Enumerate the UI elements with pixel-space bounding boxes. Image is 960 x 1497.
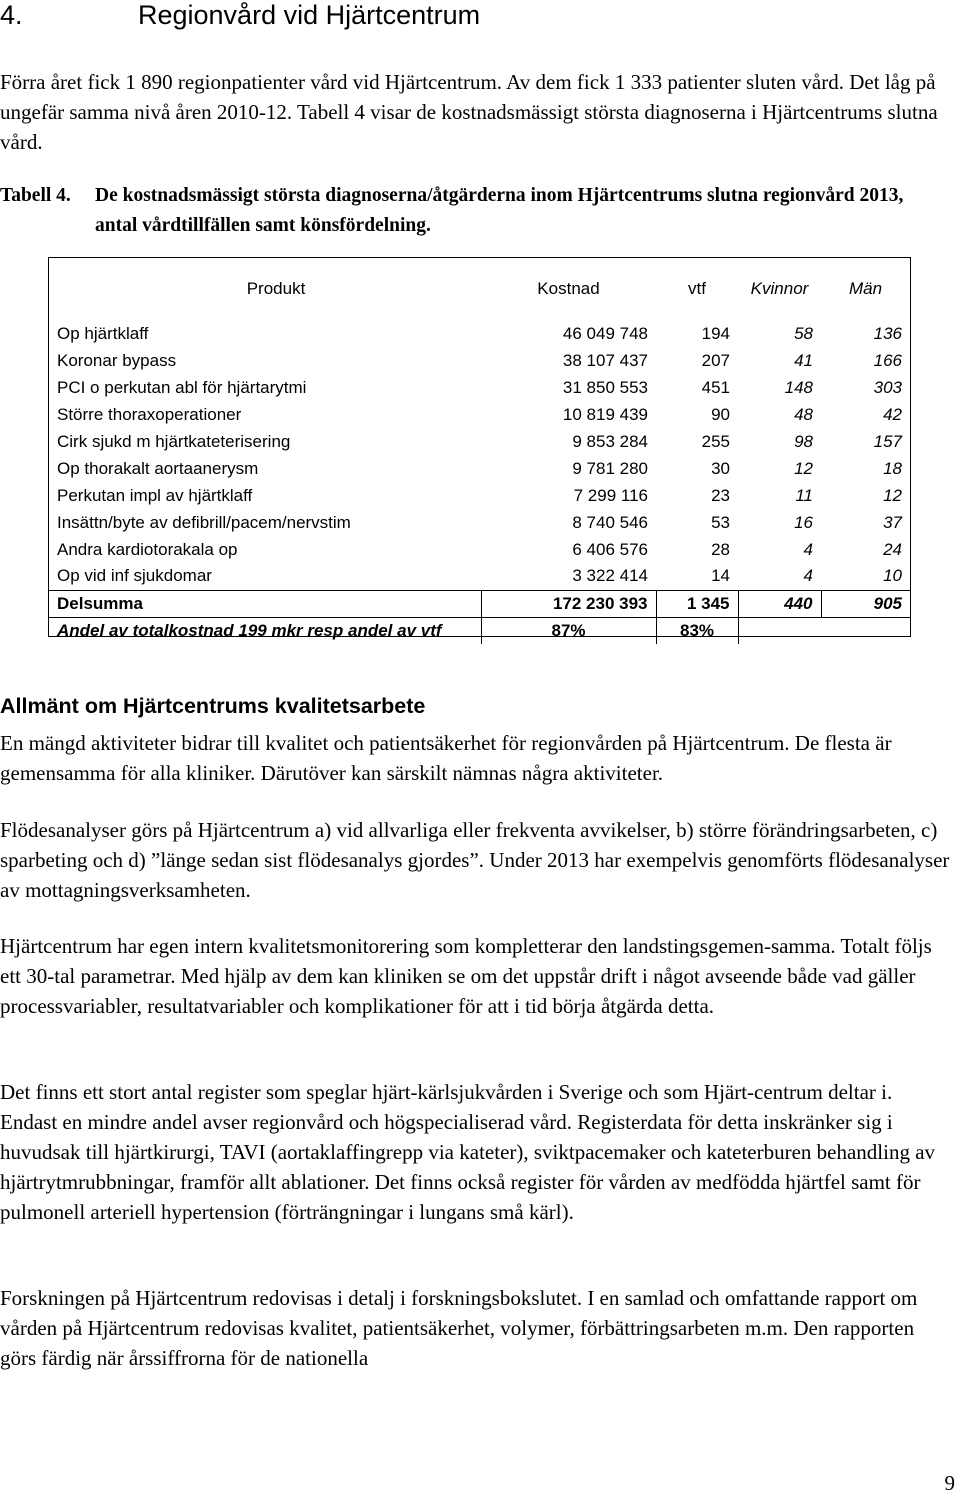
- table-row: [49, 320, 910, 347]
- subtotal-label: Delsumma: [49, 590, 481, 617]
- cell-man: 18: [883, 458, 902, 478]
- table-row: [49, 563, 910, 590]
- cell-kvinnor: 11: [795, 485, 813, 505]
- cell-man: 24: [883, 539, 902, 559]
- cell-kvinnor: 148: [784, 377, 813, 397]
- cell-produkt: Op thorakalt aortaanerysm: [57, 458, 259, 478]
- cell-kostnad: 3 322 414: [572, 566, 648, 586]
- table-row: [49, 401, 910, 428]
- table-header-row: [49, 258, 910, 320]
- header-produkt: Produkt: [246, 279, 306, 298]
- cell-kostnad: 46 049 748: [562, 323, 648, 343]
- cell-kostnad: 7 299 116: [573, 485, 648, 505]
- subtotal-vtf: 1 345: [656, 590, 738, 617]
- cell-produkt: PCI o perkutan abl för hjärtarytmi: [57, 377, 307, 397]
- share-kostnad: 87%: [481, 617, 656, 644]
- paragraph: Flödesanalyser görs på Hjärtcentrum a) vid allvarliga eller frekventa avvikelser, b) större förändringsarbeten, c) sparbeting och d) ”länge sedan sist flödesanalys gjordes”. Under 2013 har exempelvis genomförts flödesanalyser av mottagningsverksamheten.: [0, 818, 950, 902]
- cell-kvinnor: 41: [794, 350, 813, 370]
- cell-vtf: 28: [711, 539, 730, 559]
- table-row: [49, 428, 910, 455]
- cell-man: 157: [873, 431, 902, 451]
- cell-kvinnor: 4: [803, 539, 813, 559]
- cell-kostnad: 9 853 284: [572, 431, 648, 451]
- table-row: [49, 455, 910, 482]
- cell-kvinnor: 4: [803, 566, 813, 586]
- subtotal-row: [49, 590, 910, 617]
- cell-vtf: 23: [711, 485, 730, 505]
- cell-vtf: 90: [711, 404, 730, 424]
- cell-man: 166: [873, 350, 902, 370]
- header-kostnad: Kostnad: [537, 279, 600, 298]
- cell-produkt: Op vid inf sjukdomar: [57, 566, 212, 586]
- cell-produkt: Koronar bypass: [57, 350, 177, 370]
- paragraph: Hjärtcentrum har egen intern kvalitetsmonitorering som kompletterar den landstingsgemen-samma. Totalt följs ett 30-tal parametrar. Med hjälp av dem kan kliniken se om det uppstår drift i något avseende både vad gäller processvariabler, resultatvariabler och komplikationer för att i tid börja åtgärda detta.: [0, 934, 932, 1018]
- cell-kostnad: 6 406 576: [572, 539, 648, 559]
- cell-kvinnor: 98: [794, 431, 813, 451]
- cell-kostnad: 9 781 280: [572, 458, 648, 478]
- table-row: [49, 374, 910, 401]
- intro-paragraph: Förra året fick 1 890 regionpatienter vård vid Hjärtcentrum. Av dem fick 1 333 patienter sluten vård. Det låg på ungefär samma nivå åren 2010-12. Tabell 4 visar de kostnadsmässigt största diagnoserna i Hjärtcentrums slutna vård.: [0, 70, 938, 154]
- cell-produkt: Op hjärtklaff: [57, 323, 149, 343]
- cell-man: 42: [883, 404, 902, 424]
- table-row: [49, 536, 910, 563]
- cell-vtf: 30: [711, 458, 730, 478]
- section-heading: [0, 0, 940, 30]
- cell-vtf: 255: [701, 431, 730, 451]
- cell-man: 136: [873, 323, 902, 343]
- table-row: [49, 347, 910, 374]
- share-label: Andel av totalkostnad 199 mkr resp andel av vtf: [49, 617, 481, 644]
- cell-kostnad: 38 107 437: [562, 350, 648, 370]
- header-vtf: vtf: [688, 279, 706, 298]
- cell-produkt: Större thoraxoperationer: [57, 404, 242, 424]
- paragraph: En mängd aktiviteter bidrar till kvalitet och patientsäkerhet för regionvården på Hjärtcentrum. De flesta är gemensamma för alla kliniker. Därutöver kan särskilt nämnas några aktiviteter.: [0, 731, 892, 785]
- cell-vtf: 194: [701, 323, 730, 343]
- cell-man: 37: [883, 512, 902, 532]
- cost-table-frame: [48, 257, 911, 640]
- cell-kostnad: 8 740 546: [572, 512, 648, 532]
- cell-produkt: Andra kardiotorakala op: [57, 539, 238, 559]
- cell-kostnad: 10 819 439: [562, 404, 648, 424]
- cell-kvinnor: 58: [794, 323, 813, 343]
- table-caption-text: De kostnadsmässigt största diagnoserna/åtgärderna inom Hjärtcentrums slutna regionvård 2013, antal vårdtillfällen samt könsfördelning.: [95, 185, 904, 236]
- paragraph: Det finns ett stort antal register som speglar hjärt-kärlsjukvården i Sverige och som Hjärt-centrum deltar i. Endast en mindre andel avser regionvård och högspecialiserad vård. Registerdata för detta inskränker sig i huvudsak till hjärtkirurgi, TAVI (aortaklaffingrepp via kateter), sviktpacemaker och kateterburen behandling av hjärtrytmrubbningar, framför allt ablationer. Det finns också register för vården av medfödda hjärtfel samt för pulmonell arteriell hypertension (förträngningar i lungans små kärl).: [0, 1080, 936, 1224]
- cell-man: 12: [883, 485, 902, 505]
- cell-kvinnor: 16: [794, 512, 813, 532]
- cell-produkt: Insättn/byte av defibrill/pacem/nervstim: [57, 512, 351, 532]
- header-kvinnor: Kvinnor: [750, 279, 809, 298]
- cost-table: [49, 258, 910, 644]
- section-title: Regionvård vid Hjärtcentrum: [138, 0, 481, 30]
- cell-vtf: 207: [701, 350, 730, 370]
- cell-vtf: 451: [701, 377, 730, 397]
- table-caption-label: Tabell 4.: [0, 185, 71, 206]
- cell-produkt: Cirk sjukd m hjärtkateterisering: [57, 431, 291, 451]
- cell-man: 10: [883, 566, 902, 586]
- cell-vtf: 53: [711, 512, 730, 532]
- section-number: 4.: [0, 0, 23, 30]
- header-man: Män: [848, 279, 883, 298]
- share-row: [49, 617, 910, 644]
- subtotal-kvinnor: 440: [738, 590, 821, 617]
- section2-heading: Allmänt om Hjärtcentrums kvalitetsarbete: [0, 694, 426, 718]
- cell-produkt: Perkutan impl av hjärtklaff: [57, 485, 253, 505]
- cell-kvinnor: 48: [794, 404, 813, 424]
- subtotal-man: 905: [821, 590, 910, 617]
- page-number: 9: [944, 1471, 955, 1495]
- cell-kvinnor: 12: [794, 458, 813, 478]
- table-row: [49, 509, 910, 536]
- share-vtf: 83%: [656, 617, 738, 644]
- cell-vtf: 14: [711, 566, 730, 586]
- paragraph: Forskningen på Hjärtcentrum redovisas i detalj i forskningsbokslutet. I en samlad och omfattande rapport om vården på Hjärtcentrum redovisas kvalitet, patientsäkerhet, volymer, förbättringsarbeten m.m. Den rapporten görs färdig när årssiffrorna för de nationella: [0, 1286, 918, 1370]
- cell-kostnad: 31 850 553: [562, 377, 648, 397]
- subtotal-kostnad: 172 230 393: [481, 590, 656, 617]
- cell-man: 303: [873, 377, 902, 397]
- table-row: [49, 482, 910, 509]
